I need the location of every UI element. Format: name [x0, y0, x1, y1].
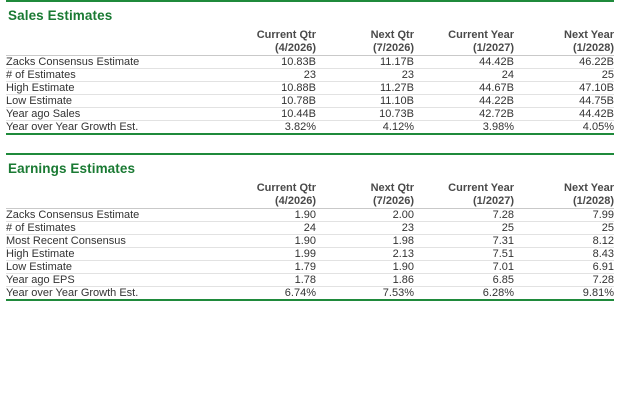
row-label: Low Estimate	[6, 95, 73, 107]
cell-value: 47.10B	[579, 82, 614, 94]
earnings-estimates-section	[0, 153, 620, 301]
table-row	[6, 121, 614, 134]
table-row	[6, 69, 614, 82]
cell-value: 11.17B	[379, 56, 414, 68]
column-header-sublabel: (1/2027)	[473, 42, 514, 54]
column-header-sublabel: (7/2026)	[373, 195, 414, 207]
cell-value: 25	[601, 222, 614, 234]
cell-value: 10.73B	[379, 108, 414, 120]
cell-value: 7.28	[592, 274, 614, 286]
section-bottom-rule	[6, 299, 614, 301]
cell-value: 4.12%	[382, 121, 414, 133]
cell-value: 24	[501, 69, 514, 81]
table-row	[6, 261, 614, 274]
table-row	[6, 209, 614, 222]
cell-value: 10.78B	[281, 95, 316, 107]
column-header-sublabel: (7/2026)	[373, 42, 414, 54]
section-title-earnings: Earnings Estimates	[8, 161, 136, 176]
table-row	[6, 95, 614, 108]
column-header-sublabel: (4/2026)	[275, 42, 316, 54]
table-body	[6, 209, 614, 300]
cell-value: 11.10B	[379, 95, 414, 107]
row-label: High Estimate	[6, 82, 75, 94]
cell-value: 7.99	[592, 209, 614, 221]
column-header-current-year	[414, 182, 514, 209]
sales-estimates-section	[0, 0, 620, 135]
column-header-next-year	[514, 29, 614, 56]
cell-value: 1.79	[294, 261, 316, 273]
row-label: Low Estimate	[6, 261, 73, 273]
column-header-label: Current Year	[448, 29, 514, 41]
earnings-estimates-table	[6, 182, 614, 299]
column-header-current-qtr	[212, 29, 316, 56]
table-row	[6, 248, 614, 261]
row-label: Year ago EPS	[6, 274, 75, 286]
row-label: # of Estimates	[6, 69, 76, 81]
cell-value: 1.99	[294, 248, 316, 260]
cell-value: 1.90	[294, 209, 316, 221]
row-label: # of Estimates	[6, 222, 76, 234]
table-row	[6, 108, 614, 121]
table-row	[6, 274, 614, 287]
column-header-label: Current Qtr	[256, 29, 316, 41]
cell-value: 1.86	[392, 274, 414, 286]
cell-value: 1.78	[294, 274, 316, 286]
cell-value: 7.31	[492, 235, 514, 247]
cell-value: 44.22B	[479, 95, 514, 107]
cell-value: 8.12	[592, 235, 614, 247]
cell-value: 7.01	[492, 261, 514, 273]
cell-value: 10.88B	[281, 82, 316, 94]
column-header-label: Next Year	[564, 182, 614, 194]
cell-value: 44.42B	[579, 108, 614, 120]
column-header-label: Next Year	[564, 29, 614, 41]
cell-value: 8.43	[592, 248, 614, 260]
cell-value: 3.82%	[284, 121, 316, 133]
row-label: High Estimate	[6, 248, 75, 260]
cell-value: 23	[401, 69, 414, 81]
sales-estimates-table	[6, 29, 614, 133]
column-header-label: Current Year	[448, 182, 514, 194]
cell-value: 44.42B	[479, 56, 514, 68]
cell-value: 24	[303, 222, 316, 234]
column-header-label: Next Qtr	[370, 182, 414, 194]
table-row	[6, 222, 614, 235]
column-header-current-qtr	[212, 182, 316, 209]
cell-value: 4.05%	[582, 121, 614, 133]
column-header-label: Next Qtr	[370, 29, 414, 41]
cell-value: 2.13	[392, 248, 414, 260]
cell-value: 25	[501, 222, 514, 234]
cell-value: 42.72B	[479, 108, 514, 120]
table-row	[6, 56, 614, 69]
table-body	[6, 56, 614, 134]
row-label: Zacks Consensus Estimate	[6, 56, 140, 68]
column-header-next-qtr	[316, 29, 414, 56]
cell-value: 10.44B	[281, 108, 316, 120]
column-header-sublabel: (4/2026)	[275, 195, 316, 207]
column-header-current-year	[414, 29, 514, 56]
row-label: Year over Year Growth Est.	[6, 287, 139, 299]
row-label: Most Recent Consensus	[6, 235, 126, 247]
row-label: Zacks Consensus Estimate	[6, 209, 140, 221]
column-header-label: Current Qtr	[256, 182, 316, 194]
cell-value: 1.90	[392, 261, 414, 273]
cell-value: 1.90	[294, 235, 316, 247]
row-header-spacer	[6, 182, 212, 209]
column-header-next-qtr	[316, 182, 414, 209]
table-header	[6, 182, 614, 209]
cell-value: 3.98%	[482, 121, 514, 133]
table-row	[6, 235, 614, 248]
cell-value: 23	[303, 69, 316, 81]
cell-value: 44.75B	[579, 95, 614, 107]
table-header	[6, 29, 614, 56]
table-row	[6, 287, 614, 300]
row-label: Year ago Sales	[6, 108, 81, 120]
table-row	[6, 82, 614, 95]
cell-value: 6.74%	[284, 287, 316, 299]
cell-value: 10.83B	[281, 56, 316, 68]
cell-value: 7.53%	[382, 287, 414, 299]
column-header-next-year	[514, 182, 614, 209]
column-header-sublabel: (1/2028)	[573, 195, 614, 207]
section-gap	[0, 135, 620, 153]
cell-value: 6.91	[592, 261, 614, 273]
cell-value: 23	[401, 222, 414, 234]
row-label: Year over Year Growth Est.	[6, 121, 139, 133]
section-title-sales: Sales Estimates	[8, 8, 113, 23]
cell-value: 9.81%	[582, 287, 614, 299]
cell-value: 11.27B	[379, 82, 414, 94]
cell-value: 2.00	[392, 209, 414, 221]
cell-value: 46.22B	[579, 56, 614, 68]
cell-value: 44.67B	[479, 82, 514, 94]
column-header-sublabel: (1/2028)	[573, 42, 614, 54]
cell-value: 1.98	[392, 235, 414, 247]
row-header-spacer	[6, 29, 212, 56]
cell-value: 6.28%	[482, 287, 514, 299]
cell-value: 7.51	[492, 248, 514, 260]
cell-value: 25	[601, 69, 614, 81]
cell-value: 7.28	[492, 209, 514, 221]
cell-value: 6.85	[492, 274, 514, 286]
column-header-sublabel: (1/2027)	[473, 195, 514, 207]
